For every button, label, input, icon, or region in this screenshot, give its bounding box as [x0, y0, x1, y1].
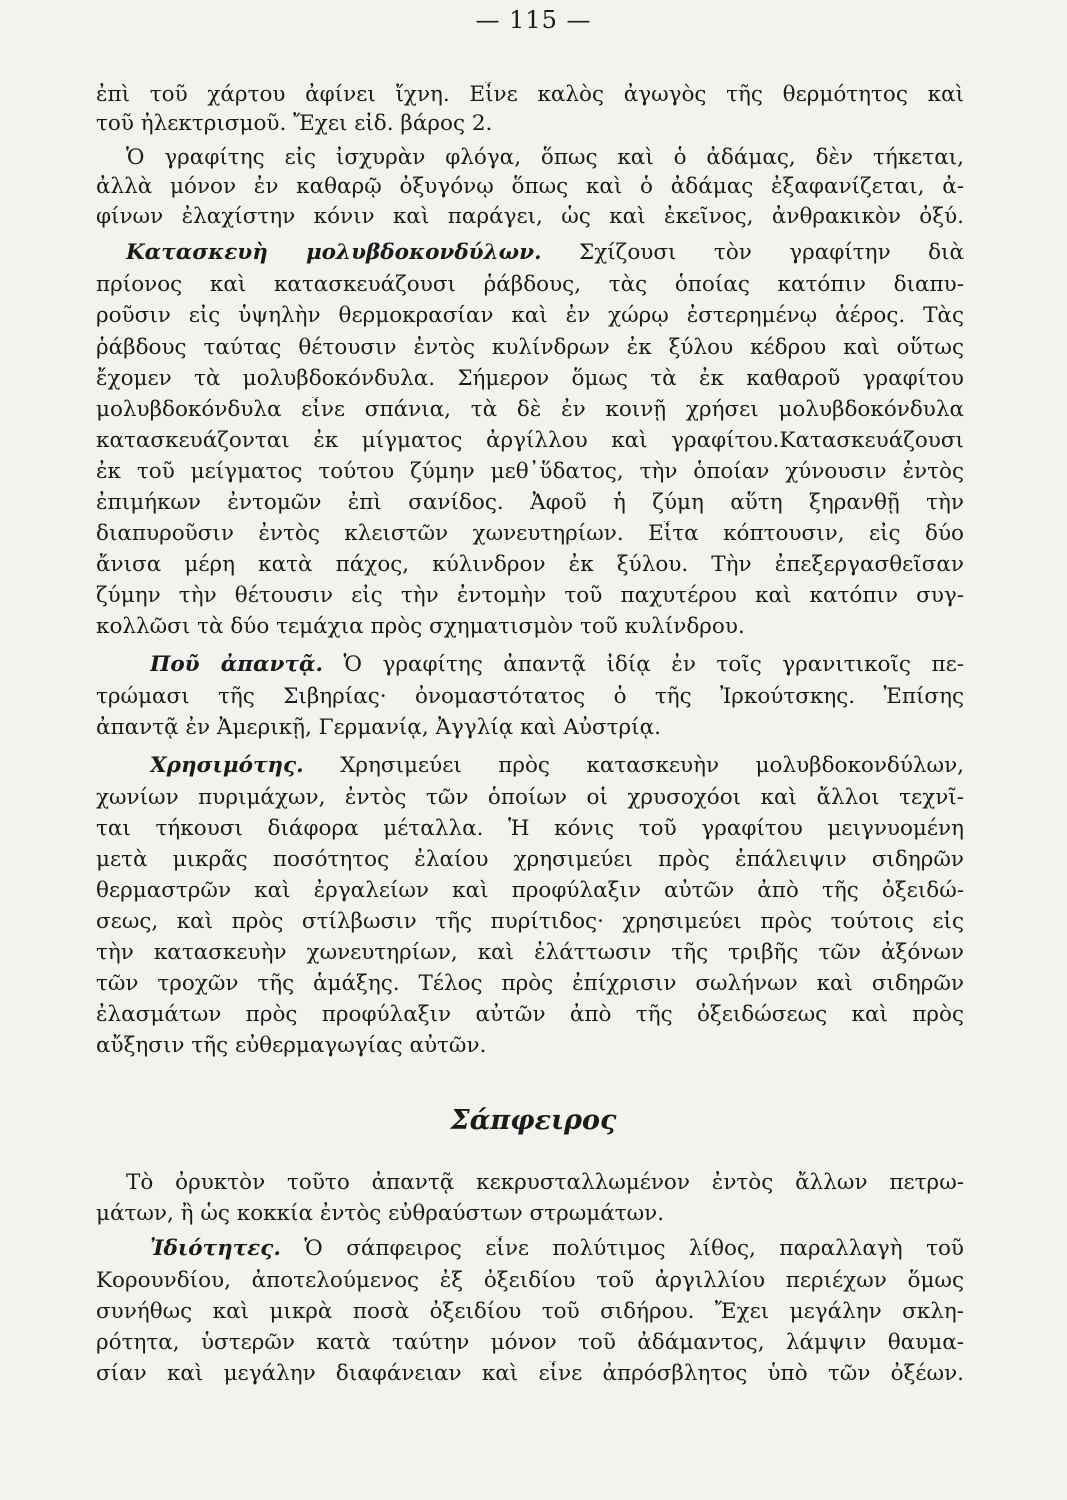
- text-line: ἄνισα μέρη κατὰ πάχος, κύλινδρον ἐκ ξύλου. Τὴν ἐπεξεργασθεῖσαν: [96, 552, 964, 577]
- text-line: ἀλλὰ μόνον ἐν καθαρῷ ὀξυγόνῳ ὅπως καὶ ὁ ἀδάμας ἐξαφανίζεται, ἀ-: [96, 174, 964, 199]
- text-line: τὴν κατασκευὴν χωνευτηρίων, καὶ ἐλάττωσιν τῆς τριβῆς τῶν ἀξόνων: [96, 940, 964, 965]
- text-span: Ὁ γραφίτης ἀπαντᾷ ἰδίᾳ ἐν τοῖς γρανιτικοῖς πε-: [322, 652, 964, 677]
- text-line: σίαν καὶ μεγάλην διαφάνειαν καὶ εἶνε ἀπρόσβλητος ὑπὸ τῶν ὀξέων.: [96, 1361, 964, 1386]
- text-line: κατασκευάζονται ἐκ μίγματος ἀργίλλου καὶ γραφίτου.Κατασκευάζουσι: [96, 428, 964, 453]
- text-span: Σχίζουσι τὸν γραφίτην διὰ: [541, 240, 964, 265]
- text-line: Ὁ γραφίτης εἰς ἰσχυρὰν φλόγα, ὅπως καὶ ὁ ἀδάμας, δὲν τήκεται,: [126, 145, 964, 170]
- text-line: φίνων ἐλαχίστην κόνιν καὶ παράγει, ὡς καὶ ἐκεῖνος, ἀνθρακικὸν ὀξύ.: [96, 204, 964, 229]
- paragraph-chrisimotis-first-line: [150, 753, 964, 779]
- text-line: ἔχομεν τὰ μολυβδοκόνδυλα. Σήμερον ὅμως τὰ ἐκ καθαροῦ γραφίτου: [96, 366, 964, 391]
- text-line: πρίονος καὶ κατασκευάζουσι ῥάβδους, τὰς ὁποίας κατόπιν διαπυ-: [96, 272, 964, 297]
- text-line: μάτων, ἢ ὡς κοκκία ἐντὸς εὐθραύστων στρωμάτων.: [96, 1201, 665, 1226]
- text-line: Τὸ ὀρυκτὸν τοῦτο ἀπαντᾷ κεκρυσταλλωμένον ἐντὸς ἄλλων πετρω-: [126, 1170, 964, 1195]
- text-line: ἀπαντᾷ ἐν Ἀμερικῇ, Γερμανίᾳ, Ἀγγλίᾳ καὶ Αὐστρίᾳ.: [96, 715, 661, 740]
- text-line: Κορουνδίου, ἀποτελούμενος ἐξ ὀξειδίου τοῦ ἀργιλλίου περιέχων ὅμως: [96, 1268, 964, 1293]
- text-line: σεως, καὶ πρὸς στίλβωσιν τῆς πυρίτιδος· χρησιμεύει πρὸς τούτοις εἰς: [96, 909, 964, 934]
- text-line: ἐλασμάτων πρὸς προφύλαξιν αὐτῶν ἀπὸ τῆς ὀξειδώσεως καὶ πρὸς: [96, 1002, 964, 1027]
- text-line: κολλῶσι τὰ δύο τεμάχια πρὸς σχηματισμὸν τοῦ κυλίνδρου.: [96, 614, 745, 639]
- text-line: τῶν τροχῶν τῆς ἁμάξης. Τέλος πρὸς ἐπίχρισιν σωλήνων καὶ σιδηρῶν: [96, 971, 964, 996]
- text-line: ῥάβδους ταύτας θέτουσιν ἐντὸς κυλίνδρων ἐκ ξύλου κέδρου καὶ οὕτως: [96, 335, 964, 360]
- text-span: Χρησιμεύει πρὸς κατασκευὴν μολυβδοκονδύλων,: [303, 753, 964, 778]
- paragraph-molyvdokondyla-first-line: [126, 240, 964, 266]
- text-line: ἐπιμήκων ἐντομῶν ἐπὶ σανίδος. Ἀφοῦ ἡ ζύμη αὕτη ξηρανθῇ τὴν: [96, 490, 964, 515]
- section-heading: Κατασκευὴ μολυβδοκονδύλων.: [126, 240, 542, 265]
- paragraph-apanta-first-line: [150, 652, 964, 678]
- text-line: θερμαστρῶν καὶ ἐργαλείων καὶ προφύλαξιν αὐτῶν ἀπὸ τῆς ὀξειδώ-: [96, 878, 964, 903]
- section-heading: Ἰδιότητες.: [150, 1236, 281, 1261]
- page-number: — 115 —: [475, 6, 592, 34]
- text-line: ται τήκουσι διάφορα μέταλλα. Ἡ κόνις τοῦ γραφίτου μειγνυομένη: [96, 816, 964, 841]
- paragraph-idiotites-first-line: [150, 1236, 964, 1262]
- text-line: μολυβδοκόνδυλα εἶνε σπάνια, τὰ δὲ ἐν κοινῇ χρήσει μολυβδοκόνδυλα: [96, 397, 964, 422]
- text-line: χωνίων πυριμάχων, ἐντὸς τῶν ὁποίων οἱ χρυσοχόοι καὶ ἄλλοι τεχνῖ-: [96, 785, 964, 810]
- text-span: Ὁ σάπφειρος εἶνε πολύτιμος λίθος, παραλλαγὴ τοῦ: [280, 1236, 964, 1261]
- section-heading: Ποῦ ἀπαντᾷ.: [150, 652, 323, 677]
- section-title-sapfeiros: Σάπφειρος: [450, 1105, 617, 1136]
- text-line: ροῦσιν εἰς ὑψηλὴν θερμοκρασίαν καὶ ἐν χώρῳ ἐστερημένῳ ἀέρος. Τὰς: [96, 303, 964, 328]
- text-line: ρότητα, ὑστερῶν κατὰ ταύτην μόνον τοῦ ἀδάμαντος, λάμψιν θαυμα-: [96, 1330, 964, 1355]
- text-line: συνήθως καὶ μικρὰ ποσὰ ὀξειδίου τοῦ σιδήρου. Ἔχει μεγάλην σκλη-: [96, 1299, 964, 1324]
- text-line: ἐκ τοῦ μείγματος τούτου ζύμην μεθ᾽ὕδατος, τὴν ὁποίαν χύνουσιν ἐντὸς: [96, 459, 964, 484]
- text-line: διαπυροῦσιν ἐντὸς κλειστῶν χωνευτηρίων. Εἶτα κόπτουσιν, εἰς δύο: [96, 521, 964, 546]
- text-line: ἐπὶ τοῦ χάρτου ἀφίνει ἴχνη. Εἶνε καλὸς ἀγωγὸς τῆς θερμότητος καὶ: [96, 82, 964, 107]
- text-line: ζύμην τὴν θέτουσιν εἰς τὴν ἐντομὴν τοῦ παχυτέρου καὶ κατόπιν συγ-: [96, 583, 964, 608]
- text-line: τρώμασι τῆς Σιβηρίας· ὀνομαστότατος ὁ τῆς Ἰρκούτσκης. Ἐπίσης: [96, 684, 964, 709]
- section-heading: Χρησιμότης.: [150, 753, 304, 778]
- text-line: μετὰ μικρᾶς ποσότητος ἐλαίου χρησιμεύει πρὸς ἐπάλειψιν σιδηρῶν: [96, 847, 964, 872]
- text-line: αὔξησιν τῆς εὐθερμαγωγίας αὐτῶν.: [96, 1033, 487, 1058]
- text-line: τοῦ ἠλεκτρισμοῦ. Ἔχει εἰδ. βάρος 2.: [96, 111, 493, 136]
